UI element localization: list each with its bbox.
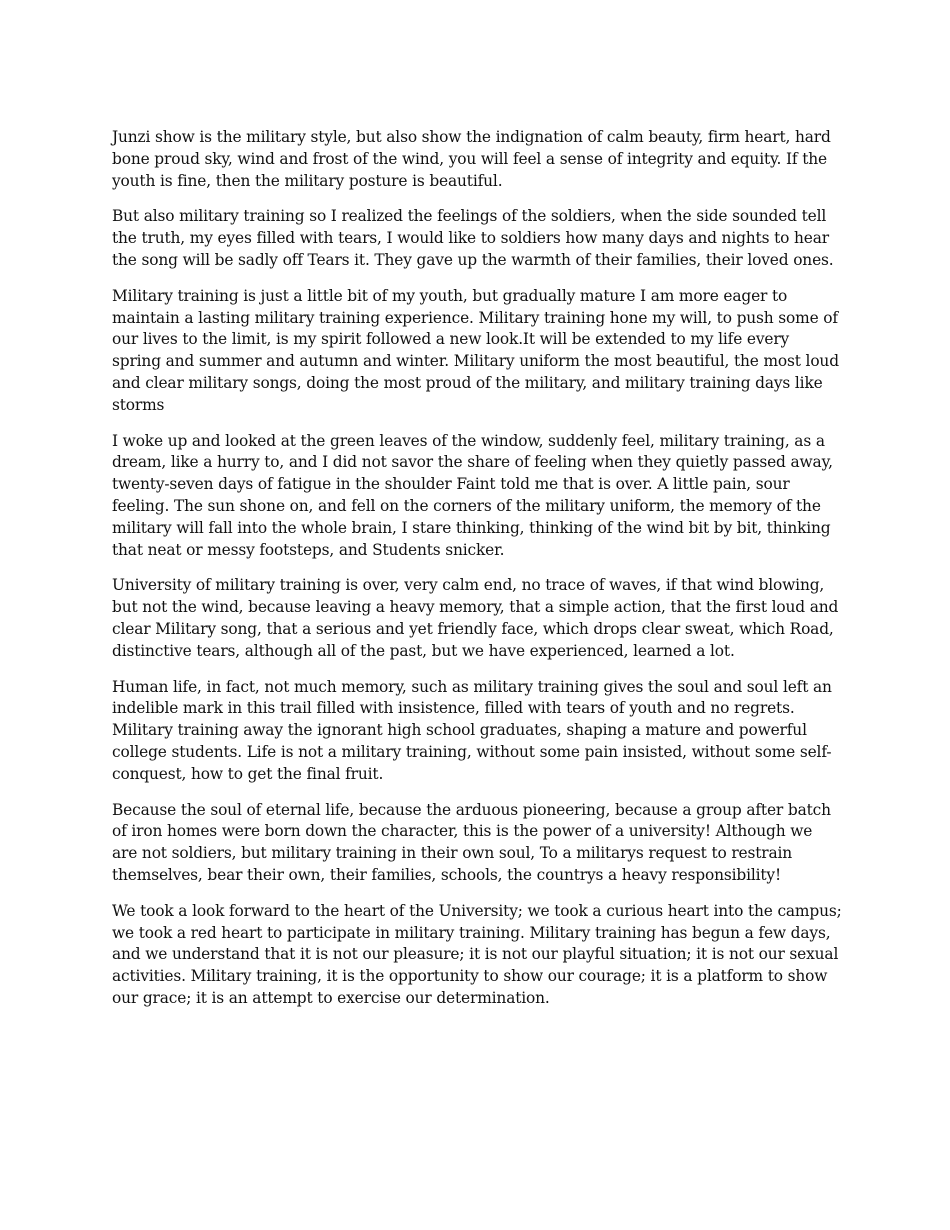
document-body — [112, 127, 842, 1010]
paragraph-6: Human life, in fact, not much memory, such as military training gives the soul and soul left an indelible mark in this trail filled with insistence, filled with tears of youth and no regrets. Military training away the ignorant high school graduates, shaping a mature and powerful college students. Life is not a military training, without some pain insisted, without some self-conquest, how to get the final fruit. — [112, 677, 832, 783]
paragraph-5: University of military training is over, very calm end, no trace of waves, if that wind blowing, but not the wind, because leaving a heavy memory, that a simple action, that the first loud and clear Military song, that a serious and yet friendly face, which drops clear sweat, which Road, distinctive tears, although all of the past, but we have experienced, learned a lot. — [112, 576, 839, 660]
paragraph-8: We took a look forward to the heart of the University; we took a curious heart into the campus; we took a red heart to participate in military training. Military training has begun a few days, and we understand that it is not our pleasure; it is not our playful situation; it is not our sexual activities. Military training, it is the opportunity to show our courage; it is a platform to show our grace; it is an attempt to exercise our determination. — [112, 901, 842, 1007]
paragraph-1: Junzi show is the military style, but also show the indignation of calm beauty, firm heart, hard bone proud sky, wind and frost of the wind, you will feel a sense of integrity and equity. If the youth is fine, then the military posture is beautiful. — [112, 128, 831, 190]
paragraph-3: Military training is just a little bit of my youth, but gradually mature I am more eager to maintain a lasting military training experience. Military training hone my will, to push some of our lives to the limit, is my spirit followed a new look.It will be extended to my life every spring and summer and autumn and winter. Military uniform the most beautiful, the most loud and clear military songs, doing the most proud of the military, and military training days like storms — [112, 286, 839, 414]
paragraph-4: I woke up and looked at the green leaves of the window, suddenly feel, military training, as a dream, like a hurry to, and I did not savor the share of feeling when they quietly passed away, twenty-seven days of fatigue in the shoulder Faint told me that is over. A little pain, sour feeling. The sun shone on, and fell on the corners of the military uniform, the memory of the military will fall into the whole brain, I stare thinking, thinking of the wind bit by bit, thinking that neat or messy footsteps, and Students snicker. — [112, 431, 833, 559]
paragraph-2: But also military training so I realized the feelings of the soldiers, when the side sounded tell the truth, my eyes filled with tears, I would like to soldiers how many days and nights to hear the song will be sadly off Tears it. They gave up the warmth of their families, their loved ones. — [112, 207, 834, 269]
paragraph-7: Because the soul of eternal life, because the arduous pioneering, because a group after batch of iron homes were born down the character, this is the power of a university! Although we are not soldiers, but military training in their own soul, To a militarys request to restrain themselves, bear their own, their families, schools, the countrys a heavy responsibility! — [112, 800, 831, 884]
